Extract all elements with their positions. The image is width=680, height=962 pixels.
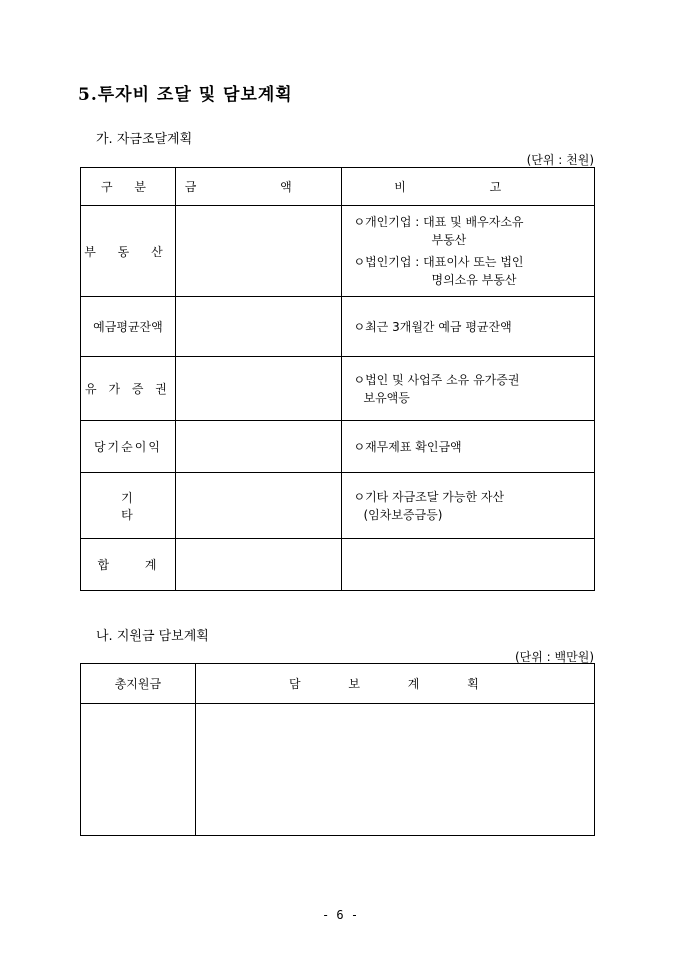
- page-heading: 5.투자비 조달 및 담보계획: [78, 85, 293, 105]
- header-remarks: 비 고: [341, 168, 595, 206]
- table-header-row: [81, 664, 595, 704]
- note-line: ㅇ기타 자금조달 가능한 자산: [353, 489, 505, 504]
- table-row: [81, 357, 595, 421]
- remarks-cell: [341, 473, 595, 539]
- page-number: - 6 -: [321, 908, 359, 922]
- funding-plan-table: [80, 167, 595, 591]
- remarks-cell: [341, 297, 595, 357]
- table-header-row: [81, 168, 595, 206]
- note-line: 보유액등: [363, 390, 410, 405]
- amount-cell[interactable]: [175, 206, 341, 297]
- remarks-cell: [341, 421, 595, 473]
- amount-cell[interactable]: [175, 297, 341, 357]
- note-line: 명의소유 부동산: [431, 273, 517, 287]
- row-label: 합 계: [81, 539, 176, 591]
- table-row: [81, 473, 595, 539]
- row-label: 기 타: [81, 473, 176, 539]
- amount-cell[interactable]: [175, 421, 341, 473]
- row-label: 당기순이익: [81, 421, 176, 473]
- row-label: 유 가 증 권: [81, 357, 176, 421]
- remarks-cell: [341, 539, 595, 591]
- section-a-title: 가. 자금조달계획: [96, 132, 193, 147]
- table-row: [81, 704, 595, 836]
- header-amount: 금 액: [175, 168, 341, 206]
- table-row: [81, 421, 595, 473]
- note-line: ㅇ개인기업 : 대표 및 배우자소유: [353, 215, 524, 229]
- section-b-title: 나. 지원금 담보계획: [96, 629, 209, 644]
- header-category: 구 분: [81, 168, 176, 206]
- header-total-support: 총지원금: [81, 664, 196, 704]
- amount-cell[interactable]: [175, 539, 341, 591]
- amount-cell[interactable]: [175, 357, 341, 421]
- row-label: 예금평균잔액: [81, 297, 176, 357]
- table-row: [81, 297, 595, 357]
- table-row: [81, 206, 595, 297]
- note-line: (임차보증금등): [363, 507, 443, 522]
- total-row: [81, 539, 595, 591]
- collateral-plan-cell[interactable]: [195, 704, 594, 836]
- note-line: ㅇ최근 3개월간 예금 평균잔액: [353, 319, 512, 334]
- note-line: 부동산: [431, 233, 467, 247]
- row-label: 부 동 산: [81, 206, 176, 297]
- note-line: ㅇ재무제표 확인금액: [353, 439, 462, 454]
- remarks-cell: [341, 206, 595, 297]
- collateral-plan-table: [80, 663, 595, 836]
- note-line: ㅇ법인기업 : 대표이사 또는 법인: [353, 255, 524, 269]
- section-b-unit: (단위 : 백만원): [515, 650, 594, 664]
- remarks-cell: [341, 357, 595, 421]
- note-line: ㅇ법인 및 사업주 소유 유가증권: [353, 372, 520, 387]
- header-collateral-plan: 담 보 계 획: [195, 664, 594, 704]
- total-support-cell[interactable]: [81, 704, 196, 836]
- amount-cell[interactable]: [175, 473, 341, 539]
- section-a-unit: (단위 : 천원): [526, 153, 594, 167]
